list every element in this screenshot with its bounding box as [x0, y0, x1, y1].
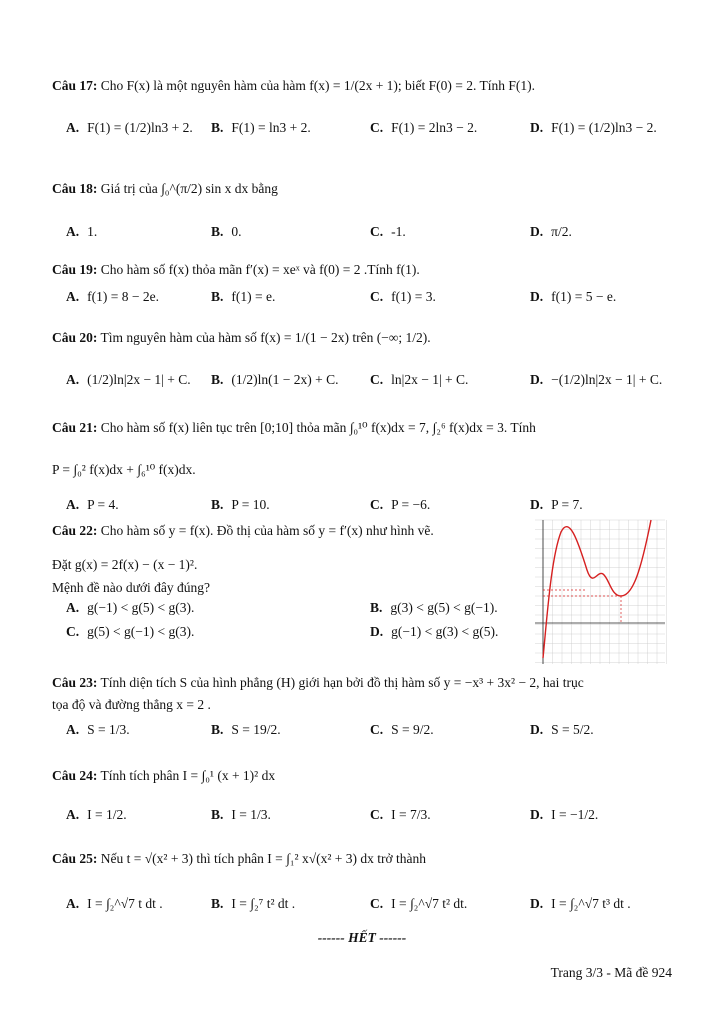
question-stem: Tìm nguyên hàm của hàm số f(x) = 1/(1 − 2x) trên (−∞; 1/2). [100, 330, 431, 345]
question-25 [52, 851, 684, 868]
question-20 [52, 330, 684, 347]
option-a[interactable]: A. F(1) = (1/2)ln3 + 2. [66, 120, 193, 135]
option-b[interactable]: B. f(1) = e. [211, 289, 276, 304]
option-c[interactable]: C. I = 7/3. [370, 807, 431, 822]
option-b[interactable]: B. P = 10. [211, 497, 270, 512]
options-21 [66, 497, 684, 519]
question-stem: Nếu t = √(x² + 3) thì tích phân I = ∫₁² x√(x² + 3) dx trở thành [100, 851, 427, 866]
question-stem: Cho hàm số f(x) thỏa mãn f′(x) = xeˣ và f(0) = 2 .Tính f(1). [100, 262, 420, 277]
question-label: Câu 25: [52, 851, 98, 866]
option-a[interactable]: A. P = 4. [66, 497, 119, 512]
question-stem-line2: tọa độ và đường thẳng x = 2 . [52, 697, 211, 712]
question-24 [52, 768, 684, 785]
option-c[interactable]: C. -1. [370, 224, 406, 239]
question-label: Câu 18: [52, 181, 98, 196]
question-stem: Tính tích phân I = ∫₀¹ (x + 1)² dx [100, 768, 276, 783]
question-22 [52, 523, 524, 540]
options-24 [66, 807, 684, 829]
option-d[interactable]: D. −(1/2)ln|2x − 1| + C. [530, 372, 663, 387]
question-18 [52, 181, 684, 198]
end-marker: ------ HẾT ------ [317, 930, 407, 945]
question-17 [52, 78, 684, 95]
options-17 [66, 120, 684, 142]
question-22-line3 [52, 580, 524, 597]
question-stem-line2: Đặt g(x) = 2f(x) − (x − 1)². [52, 557, 198, 572]
option-b[interactable]: B. (1/2)ln(1 − 2x) + C. [211, 372, 339, 387]
question-label: Câu 23: [52, 675, 98, 690]
question-label: Câu 20: [52, 330, 98, 345]
question-stem: Cho F(x) là một nguyên hàm của hàm f(x) = 1/(2x + 1); biết F(0) = 2. Tính F(1). [100, 78, 536, 93]
option-d[interactable]: D. I = −1/2. [530, 807, 599, 822]
derivative-curve [543, 520, 651, 658]
question-22-line2 [52, 557, 524, 574]
option-b[interactable]: B. g(3) < g(5) < g(−1). [370, 600, 498, 615]
question-21-line2 [52, 462, 684, 479]
question-label: Câu 22: [52, 523, 98, 538]
question-stem: Giá trị của ∫₀^(π/2) sin x dx bằng [100, 181, 278, 196]
option-a[interactable]: A. I = 1/2. [66, 807, 127, 822]
options-25 [66, 896, 684, 918]
option-d[interactable]: D. F(1) = (1/2)ln3 − 2. [530, 120, 657, 135]
question-stem-line3: Mệnh đề nào dưới đây đúng? [52, 580, 211, 595]
option-c[interactable]: C. P = −6. [370, 497, 431, 512]
question-19 [52, 262, 684, 279]
question-stem: Cho hàm số y = f(x). Đồ thị của hàm số y = f′(x) như hình vẽ. [100, 523, 434, 538]
option-c[interactable]: C. g(5) < g(−1) < g(3). [66, 624, 195, 639]
page-footer: Trang 3/3 - Mã đề 924 [550, 965, 672, 980]
options-22-row1 [66, 600, 524, 622]
option-a[interactable]: A. I = ∫₂^√7 t dt . [66, 896, 163, 911]
question-label: Câu 19: [52, 262, 98, 277]
question-label: Câu 17: [52, 78, 98, 93]
option-a[interactable]: A. g(−1) < g(5) < g(3). [66, 600, 195, 615]
option-d[interactable]: D. I = ∫₂^√7 t³ dt . [530, 896, 631, 911]
options-22-row2 [66, 624, 524, 646]
option-a[interactable]: A. f(1) = 8 − 2e. [66, 289, 159, 304]
derivative-graph [533, 518, 667, 666]
option-a[interactable]: A. 1. [66, 224, 98, 239]
option-d[interactable]: D. P = 7. [530, 497, 583, 512]
question-21 [52, 420, 684, 437]
option-a[interactable]: A. (1/2)ln|2x − 1| + C. [66, 372, 191, 387]
question-23-line2 [52, 697, 684, 714]
option-c[interactable]: C. S = 9/2. [370, 722, 434, 737]
options-23 [66, 722, 684, 744]
question-stem: Cho hàm số f(x) liên tục trên [0;10] thỏa mãn ∫₀¹⁰ f(x)dx = 7, ∫₂⁶ f(x)dx = 3. Tính [100, 420, 536, 435]
options-19 [66, 289, 684, 311]
question-stem: Tính diện tích S của hình phẳng (H) giới hạn bởi đồ thị hàm số y = −x³ + 3x² − 2, hai trục [100, 675, 584, 690]
option-d[interactable]: D. S = 5/2. [530, 722, 594, 737]
question-label: Câu 24: [52, 768, 98, 783]
option-b[interactable]: B. S = 19/2. [211, 722, 281, 737]
option-a[interactable]: A. S = 1/3. [66, 722, 130, 737]
question-stem-line2: P = ∫₀² f(x)dx + ∫₆¹⁰ f(x)dx. [52, 462, 196, 477]
option-d[interactable]: D. g(−1) < g(3) < g(5). [370, 624, 499, 639]
option-b[interactable]: B. 0. [211, 224, 242, 239]
option-d[interactable]: D. π/2. [530, 224, 572, 239]
options-20 [66, 372, 684, 394]
option-c[interactable]: C. ln|2x − 1| + C. [370, 372, 469, 387]
option-c[interactable]: C. f(1) = 3. [370, 289, 436, 304]
option-d[interactable]: D. f(1) = 5 − e. [530, 289, 617, 304]
question-label: Câu 21: [52, 420, 98, 435]
option-b[interactable]: B. I = 1/3. [211, 807, 271, 822]
option-c[interactable]: C. I = ∫₂^√7 t² dt. [370, 896, 468, 911]
option-c[interactable]: C. F(1) = 2ln3 − 2. [370, 120, 478, 135]
option-b[interactable]: B. I = ∫₂⁷ t² dt . [211, 896, 296, 911]
question-23 [52, 675, 684, 692]
options-18 [66, 224, 684, 246]
option-b[interactable]: B. F(1) = ln3 + 2. [211, 120, 311, 135]
